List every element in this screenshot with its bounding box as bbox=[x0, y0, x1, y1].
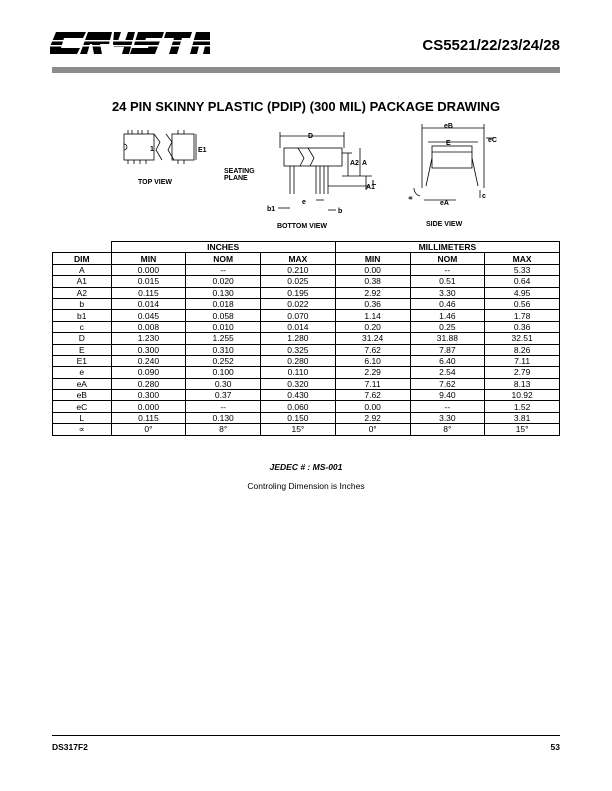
dim-value-cell: 0.64 bbox=[485, 276, 560, 287]
dim-value-cell: 0.000 bbox=[111, 401, 186, 412]
column-header: MIN bbox=[335, 253, 410, 264]
page-number: 53 bbox=[550, 742, 560, 752]
dim-value-cell: -- bbox=[410, 401, 485, 412]
bottom-view-label: BOTTOM VIEW bbox=[277, 223, 328, 230]
dim-value-cell: 31.24 bbox=[335, 333, 410, 344]
label-e: e bbox=[302, 199, 306, 206]
dim-value-cell: 0.20 bbox=[335, 321, 410, 332]
dim-value-cell: 1.230 bbox=[111, 333, 186, 344]
dim-value-cell: 1.14 bbox=[335, 310, 410, 321]
dimensions-table bbox=[52, 241, 560, 436]
dim-value-cell: 32.51 bbox=[485, 333, 560, 344]
dim-value-cell: 1.78 bbox=[485, 310, 560, 321]
bottom-view bbox=[278, 132, 372, 210]
dim-name-cell: E1 bbox=[53, 355, 112, 366]
dim-value-cell: 0.25 bbox=[410, 321, 485, 332]
dim-name-cell: eB bbox=[53, 390, 112, 401]
column-header: DIM bbox=[53, 253, 112, 264]
jedec-reference: JEDEC # : MS-001 bbox=[269, 462, 343, 472]
dim-value-cell: 1.255 bbox=[186, 333, 261, 344]
column-header: MAX bbox=[485, 253, 560, 264]
dim-value-cell: 7.87 bbox=[410, 344, 485, 355]
dim-value-cell: 6.10 bbox=[335, 355, 410, 366]
dim-value-cell: 0.115 bbox=[111, 287, 186, 298]
dim-value-cell: 0.240 bbox=[111, 355, 186, 366]
dim-value-cell: 7.62 bbox=[335, 344, 410, 355]
dim-value-cell: 0.00 bbox=[335, 264, 410, 275]
table-row bbox=[53, 298, 560, 309]
dim-value-cell: 0.46 bbox=[410, 298, 485, 309]
dim-value-cell: 0.150 bbox=[261, 412, 336, 423]
dim-value-cell: 8° bbox=[410, 424, 485, 435]
dim-value-cell: -- bbox=[186, 401, 261, 412]
dim-value-cell: 9.40 bbox=[410, 390, 485, 401]
dim-value-cell: 0.045 bbox=[111, 310, 186, 321]
side-view bbox=[414, 124, 494, 200]
dim-value-cell: 5.33 bbox=[485, 264, 560, 275]
document-id: DS317F2 bbox=[52, 742, 88, 752]
svg-text:®: ® bbox=[202, 32, 206, 38]
dim-value-cell: 0.014 bbox=[111, 298, 186, 309]
dim-value-cell: 10.92 bbox=[485, 390, 560, 401]
footer-rule bbox=[52, 735, 560, 736]
label-a1: A1 bbox=[366, 184, 375, 191]
dim-value-cell: 1.46 bbox=[410, 310, 485, 321]
dim-value-cell: 0.058 bbox=[186, 310, 261, 321]
dim-value-cell: 0.130 bbox=[186, 287, 261, 298]
dim-value-cell: 0.010 bbox=[186, 321, 261, 332]
label-ec: eC bbox=[488, 137, 497, 144]
dim-value-cell: 2.79 bbox=[485, 367, 560, 378]
dim-value-cell: 3.81 bbox=[485, 412, 560, 423]
dim-value-cell: 0.015 bbox=[111, 276, 186, 287]
dim-name-cell: eA bbox=[53, 378, 112, 389]
column-header-row bbox=[53, 253, 560, 264]
table-row bbox=[53, 287, 560, 298]
dim-value-cell: 0° bbox=[335, 424, 410, 435]
dim-value-cell: 0.310 bbox=[186, 344, 261, 355]
column-header: NOM bbox=[410, 253, 485, 264]
table-row bbox=[53, 344, 560, 355]
dim-value-cell: 0.195 bbox=[261, 287, 336, 298]
dim-value-cell: 0.51 bbox=[410, 276, 485, 287]
controlling-dimension-note: Controling Dimension is Inches bbox=[247, 481, 365, 491]
dim-value-cell: 0° bbox=[111, 424, 186, 435]
table-row bbox=[53, 355, 560, 366]
dim-value-cell: 0.280 bbox=[261, 355, 336, 366]
dim-value-cell: 0.280 bbox=[111, 378, 186, 389]
dim-value-cell: 0.025 bbox=[261, 276, 336, 287]
dim-value-cell: 1.52 bbox=[485, 401, 560, 412]
table-row bbox=[53, 276, 560, 287]
label-e1: E1 bbox=[198, 147, 207, 154]
dim-value-cell: 0.300 bbox=[111, 344, 186, 355]
dim-value-cell: 0.070 bbox=[261, 310, 336, 321]
table-row bbox=[53, 264, 560, 275]
dim-value-cell: 15° bbox=[485, 424, 560, 435]
dim-name-cell: e bbox=[53, 367, 112, 378]
side-view-label: SIDE VIEW bbox=[426, 221, 463, 228]
dim-value-cell: 0.130 bbox=[186, 412, 261, 423]
dim-value-cell: 0.110 bbox=[261, 367, 336, 378]
seating-plane-label-1: SEATING bbox=[224, 168, 255, 175]
dim-name-cell: A2 bbox=[53, 287, 112, 298]
table-row bbox=[53, 321, 560, 332]
dim-value-cell: 0.325 bbox=[261, 344, 336, 355]
table-row bbox=[53, 367, 560, 378]
dimensions-table-body bbox=[53, 264, 560, 435]
label-pin1: 1 bbox=[150, 146, 154, 153]
column-header: MIN bbox=[111, 253, 186, 264]
dim-value-cell: 2.54 bbox=[410, 367, 485, 378]
dim-name-cell: A1 bbox=[53, 276, 112, 287]
dim-value-cell: 1.280 bbox=[261, 333, 336, 344]
page-title: 24 PIN SKINNY PLASTIC (PDIP) (300 MIL) PACKAGE DRAWING bbox=[111, 99, 501, 114]
dim-name-cell: c bbox=[53, 321, 112, 332]
dim-value-cell: 3.30 bbox=[410, 287, 485, 298]
dim-value-cell: 2.92 bbox=[335, 287, 410, 298]
label-ea: eA bbox=[440, 200, 449, 207]
package-drawing bbox=[110, 118, 510, 236]
dim-value-cell: 0.090 bbox=[111, 367, 186, 378]
dim-value-cell: 0.36 bbox=[335, 298, 410, 309]
table-row bbox=[53, 424, 560, 435]
crystal-logo bbox=[50, 28, 210, 58]
dim-value-cell: -- bbox=[410, 264, 485, 275]
seating-plane-label-2: PLANE bbox=[224, 175, 248, 182]
header-rule bbox=[52, 67, 560, 73]
group-header-row bbox=[53, 242, 560, 253]
dim-name-cell: b bbox=[53, 298, 112, 309]
label-b1: b1 bbox=[267, 206, 276, 213]
column-header: MAX bbox=[261, 253, 336, 264]
dim-value-cell: 31.88 bbox=[410, 333, 485, 344]
dim-value-cell: 0.100 bbox=[186, 367, 261, 378]
dim-value-cell: 0.252 bbox=[186, 355, 261, 366]
dim-value-cell: 7.62 bbox=[410, 378, 485, 389]
dim-value-cell: 3.30 bbox=[410, 412, 485, 423]
dim-value-cell: 0.008 bbox=[111, 321, 186, 332]
dim-value-cell: 0.022 bbox=[261, 298, 336, 309]
dim-value-cell: 8° bbox=[186, 424, 261, 435]
millimeters-header: MILLIMETERS bbox=[335, 242, 559, 253]
dim-value-cell: 0.36 bbox=[485, 321, 560, 332]
table-row bbox=[53, 378, 560, 389]
label-e-width: E bbox=[446, 140, 451, 147]
dim-value-cell: 0.320 bbox=[261, 378, 336, 389]
table-row bbox=[53, 401, 560, 412]
dim-value-cell: 0.300 bbox=[111, 390, 186, 401]
dim-value-cell: 0.014 bbox=[261, 321, 336, 332]
dim-value-cell: 0.56 bbox=[485, 298, 560, 309]
dim-name-cell: D bbox=[53, 333, 112, 344]
dim-value-cell: 0.210 bbox=[261, 264, 336, 275]
table-row bbox=[53, 390, 560, 401]
dim-value-cell: 0.115 bbox=[111, 412, 186, 423]
dim-value-cell: 2.92 bbox=[335, 412, 410, 423]
table-row bbox=[53, 412, 560, 423]
dim-name-cell: ∝ bbox=[53, 424, 112, 435]
dim-value-cell: 2.29 bbox=[335, 367, 410, 378]
label-l: L bbox=[372, 180, 377, 187]
top-view bbox=[124, 130, 196, 164]
dim-value-cell: 8.26 bbox=[485, 344, 560, 355]
inches-header: INCHES bbox=[111, 242, 335, 253]
column-header: NOM bbox=[186, 253, 261, 264]
dim-name-cell: b1 bbox=[53, 310, 112, 321]
dim-value-cell: 0.060 bbox=[261, 401, 336, 412]
dim-value-cell: 0.018 bbox=[186, 298, 261, 309]
dim-value-cell: 7.11 bbox=[335, 378, 410, 389]
dim-value-cell: 15° bbox=[261, 424, 336, 435]
dim-value-cell: 0.30 bbox=[186, 378, 261, 389]
dim-value-cell: 7.11 bbox=[485, 355, 560, 366]
dim-value-cell: 7.62 bbox=[335, 390, 410, 401]
dim-value-cell: -- bbox=[186, 264, 261, 275]
dim-name-cell: eC bbox=[53, 401, 112, 412]
dim-value-cell: 8.13 bbox=[485, 378, 560, 389]
table-row bbox=[53, 333, 560, 344]
dim-name-cell: A bbox=[53, 264, 112, 275]
part-number: CS5521/22/23/24/28 bbox=[422, 37, 560, 54]
label-b: b bbox=[338, 208, 343, 215]
label-alpha: ∝ bbox=[408, 195, 414, 202]
dim-value-cell: 0.000 bbox=[111, 264, 186, 275]
dim-value-cell: 0.00 bbox=[335, 401, 410, 412]
dim-name-cell: E bbox=[53, 344, 112, 355]
table-row bbox=[53, 310, 560, 321]
label-a2: A2 bbox=[350, 160, 359, 167]
label-c: c bbox=[482, 193, 486, 200]
dim-name-cell: L bbox=[53, 412, 112, 423]
label-a: A bbox=[362, 160, 368, 167]
label-d: D bbox=[308, 133, 314, 140]
dim-value-cell: 0.020 bbox=[186, 276, 261, 287]
top-view-label: TOP VIEW bbox=[138, 179, 172, 186]
dim-value-cell: 6.40 bbox=[410, 355, 485, 366]
dim-value-cell: 0.430 bbox=[261, 390, 336, 401]
dim-value-cell: 0.37 bbox=[186, 390, 261, 401]
label-eb: eB bbox=[444, 123, 453, 130]
dim-value-cell: 4.95 bbox=[485, 287, 560, 298]
empty-corner-cell bbox=[53, 242, 112, 253]
dim-value-cell: 0.38 bbox=[335, 276, 410, 287]
